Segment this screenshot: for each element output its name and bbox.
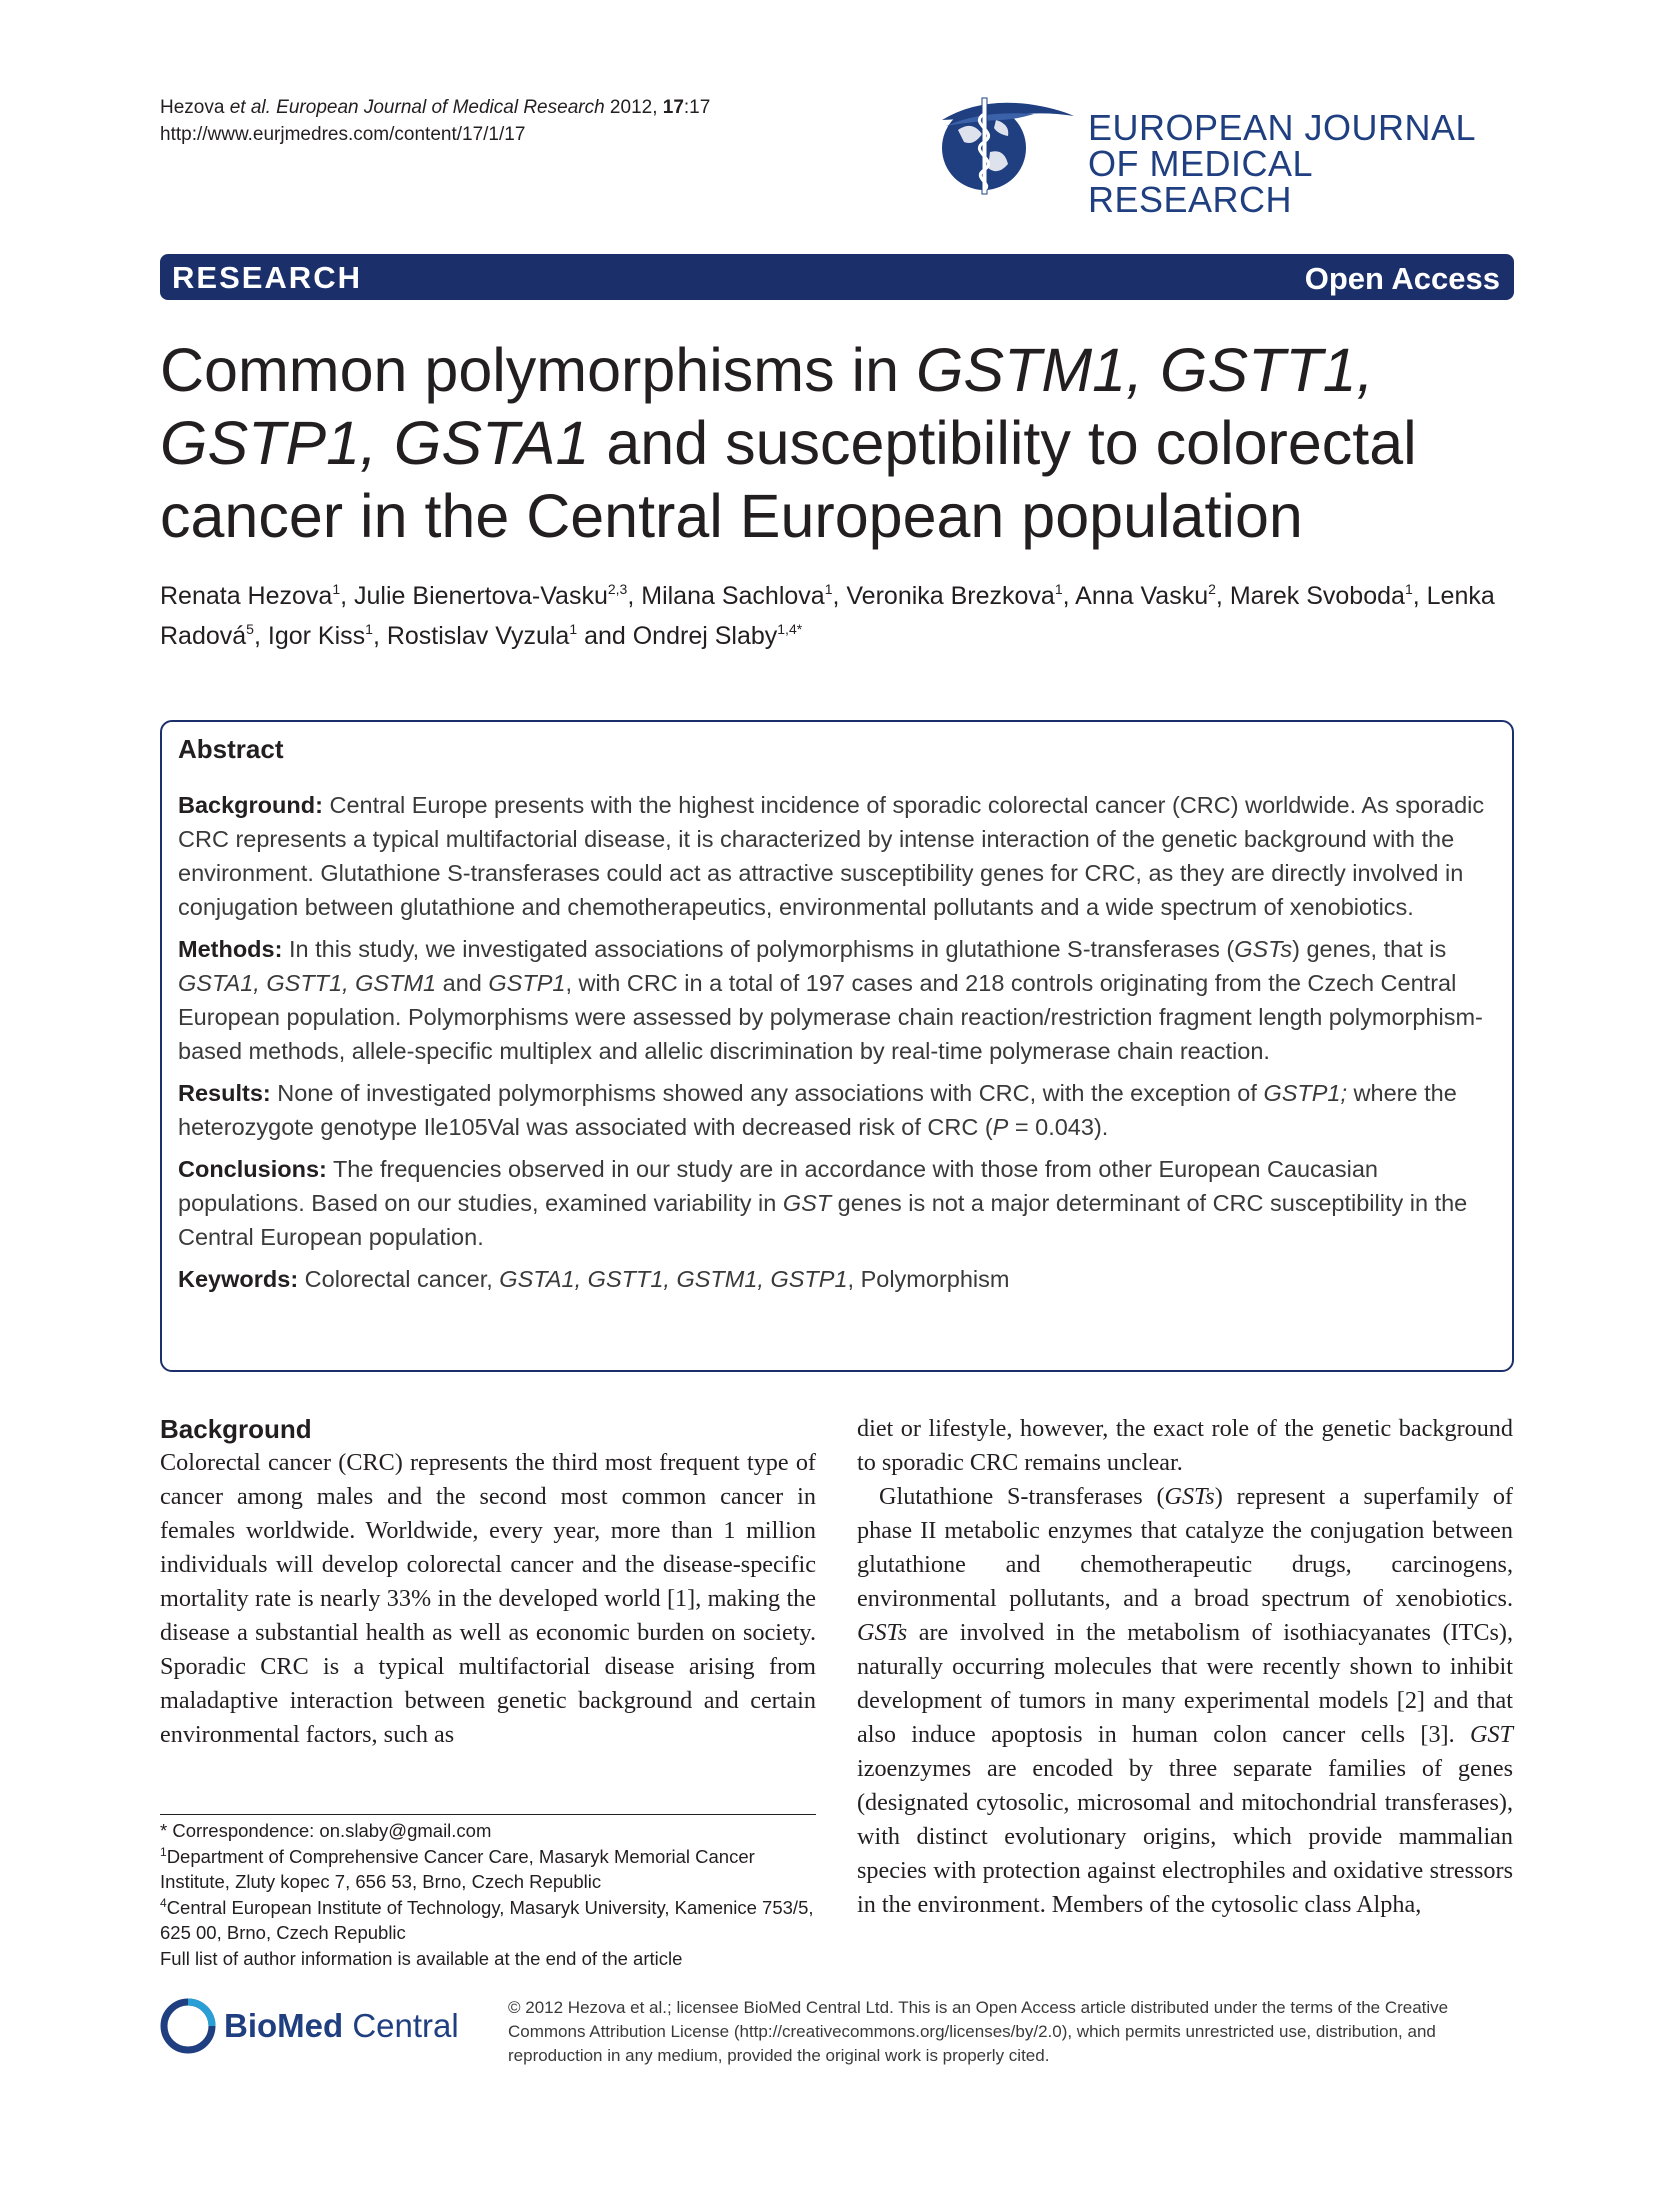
- abstract-background: Background: Central Europe presents with the highest incidence of sporadic colorectal cancer (CRC) worldwide. As sporadic CRC represents a typical multifactorial disease, it is characterized by intense interaction of the genetic background with the environment. Glutathione S-transferases could act as attractive susceptibility genes for CRC, as they are directly involved in conjugation between glutathione and chemotherapeutics, environmental pollutants and a wide spectrum of xenobiotics.: [178, 792, 1485, 920]
- author-separator: ,: [627, 582, 642, 610]
- biomed-central-logo: [160, 1996, 490, 2066]
- author-name: Igor Kiss: [267, 622, 366, 650]
- body-paragraph: Glutathione S-transferases (GSTs) represent a superfamily of phase II metabolic enzymes that catalyze the conjugation between glutathione and chemotherapeutic drugs, carcinogens, environmental pollutants, and a broad spectrum of xenobiotics. GSTs are involved in the metabolism of isothiacyanates (ITCs), naturally occurring molecules that were recently shown to inhibit development of tumors in many experimental models [2] and that also induce apoptosis in human colon cancer cells [3]. GST izoenzymes are encoded by three separate families of genes (designated cytosolic, microsomal and mitochondrial transferases), with distinct evolutionary origins, which provide mammalian species with protection against electrophiles and oxidative stressors in the environment. Members of the cytosolic class Alpha,: [857, 1483, 1513, 1918]
- footnote-divider: [160, 1814, 816, 1815]
- abstract-conclusions: Conclusions: The frequencies observed in our study are in accordance with those from other European Caucasian populations. Based on our studies, examined variability in GST genes is not a major determinant of CRC susceptibility in the Central European population.: [178, 1156, 1468, 1250]
- abstract-body: [178, 788, 1498, 1304]
- author-list: [160, 576, 1530, 656]
- author-affiliation: 1: [1054, 581, 1063, 597]
- article-type-label: RESEARCH: [172, 260, 362, 295]
- author-entry: [1230, 582, 1427, 610]
- author-entry: [846, 582, 1075, 610]
- author-separator: ,: [832, 582, 847, 610]
- author-affiliation: 1: [569, 621, 578, 637]
- journal-name: EUROPEAN JOURNAL OF MEDICAL RESEARCH: [1088, 107, 1477, 220]
- author-separator: ,: [1215, 582, 1230, 610]
- citation-line: Hezova et al. European Journal of Medical Research 2012, 17:17: [160, 97, 711, 118]
- author-name: Veronika Brezkova: [846, 582, 1055, 610]
- author-affiliation: 5: [246, 621, 254, 637]
- author-name: Rostislav Vyzula: [386, 622, 570, 650]
- author-name: Anna Vasku: [1075, 582, 1209, 610]
- author-affiliation: 2,3: [607, 581, 628, 597]
- section-heading-background: Background: [160, 1414, 312, 1444]
- body-paragraph: Colorectal cancer (CRC) represents the third most frequent type of cancer among males and the second most common cancer in females worldwide. Worldwide, every year, more than 1 million individuals will develop colorectal cancer and the disease-specific mortality rate is nearly 33% in the developed world [1], making the disease a substantial health as well as economic burden on society. Sporadic CRC is a typical multifactorial disease arising from maladaptive interaction between genetic background and certain environmental factors, such as: [160, 1449, 816, 1748]
- author-name: Renata Hezova: [160, 582, 333, 610]
- body-paragraph: diet or lifestyle, however, the exact role of the genetic background to sporadic CRC remains unclear.: [857, 1415, 1513, 1476]
- abstract-box: [160, 720, 1514, 1372]
- article-url[interactable]: http://www.eurjmedres.com/content/17/1/17: [160, 124, 526, 145]
- body-right-column: [857, 1412, 1513, 1922]
- author-affiliation: 2: [1208, 581, 1216, 597]
- affiliation-note: $^4$Central European Institute of Technology, Masaryk University, Kamenice 753/5, 625 00, Brno, Czech Republic: [160, 1895, 814, 1943]
- open-access-label: Open Access: [1304, 261, 1500, 296]
- author-entry: [633, 622, 802, 650]
- author-name: Ondrej Slaby: [632, 622, 778, 650]
- author-affiliation: 1,4*: [777, 621, 803, 637]
- abstract-heading: Abstract: [178, 734, 284, 764]
- footnotes: [160, 1818, 816, 1971]
- globe-caduceus-icon: [938, 90, 1078, 200]
- author-entry: [641, 582, 846, 610]
- abstract-keywords: Keywords: Colorectal cancer, GSTA1, GSTT1, GSTM1, GSTP1, Polymorphism: [178, 1266, 1010, 1292]
- author-entry: [268, 622, 387, 650]
- author-separator: and: [577, 622, 633, 650]
- body-left-column: [160, 1412, 816, 1752]
- biomed-central-logo-icon: [160, 1998, 216, 2054]
- affiliation-note: $^1$Department of Comprehensive Cancer Care, Masaryk Memorial Cancer Institute, Zluty kopec 7, 656 53, Brno, Czech Republic: [160, 1844, 755, 1892]
- author-affiliation: 1: [365, 621, 373, 637]
- citation-header: [160, 94, 710, 148]
- author-entry: [160, 582, 354, 610]
- author-entry: [1075, 582, 1230, 610]
- journal-logo: [938, 90, 1498, 220]
- author-separator: ,: [372, 622, 387, 650]
- author-entry: [387, 622, 633, 650]
- article-title: Common polymorphisms in GSTM1, GSTT1, GSTP1, GSTA1 and susceptibility to colorectal cancer in the Central European population: [160, 336, 1417, 550]
- author-affiliation: 1: [332, 581, 341, 597]
- author-name: Lenka Radová: [160, 582, 1495, 650]
- section-banner: [160, 254, 1514, 300]
- author-name: Milana Sachlova: [641, 582, 825, 610]
- author-name: Julie Bienertova-Vasku: [354, 582, 608, 610]
- author-affiliation: 1: [824, 581, 833, 597]
- author-info-note: Full list of author information is available at the end of the article: [160, 1947, 683, 1969]
- publisher-name: BioMed Central: [224, 2007, 459, 2044]
- author-name: Marek Svoboda: [1229, 582, 1405, 610]
- author-separator: ,: [253, 622, 268, 650]
- license-text: © 2012 Hezova et al.; licensee BioMed Central Ltd. This is an Open Access article distributed under the terms of the Creative Commons Attribution License (http://creativecommons.org/licenses/by/2.0), which permits unrestricted use, distribution, and reproduction in any medium, provided the original work is properly cited.: [508, 1998, 1449, 2065]
- abstract-methods: Methods: In this study, we investigated associations of polymorphisms in glutathione S-transferases (GSTs) genes, that is GSTA1, GSTT1, GSTM1 and GSTP1, with CRC in a total of 197 cases and 218 controls originating from the Czech Central European population. Polymorphisms were assessed by polymerase chain reaction/restriction fragment length polymorphism-based methods, allele-specific multiplex and allelic discrimination by real-time polymerase chain reaction.: [178, 936, 1483, 1064]
- abstract-results: Results: None of investigated polymorphisms showed any associations with CRC, with the exception of GSTP1; where the heterozygote genotype Ile105Val was associated with decreased risk of CRC (P = 0.043).: [178, 1080, 1457, 1140]
- author-affiliation: 1: [1404, 581, 1413, 597]
- correspondence-note: * Correspondence: on.slaby@gmail.com: [160, 1820, 492, 1841]
- author-separator: ,: [1412, 582, 1427, 610]
- author-entry: [354, 582, 641, 610]
- author-separator: ,: [1062, 582, 1076, 610]
- author-separator: ,: [340, 582, 355, 610]
